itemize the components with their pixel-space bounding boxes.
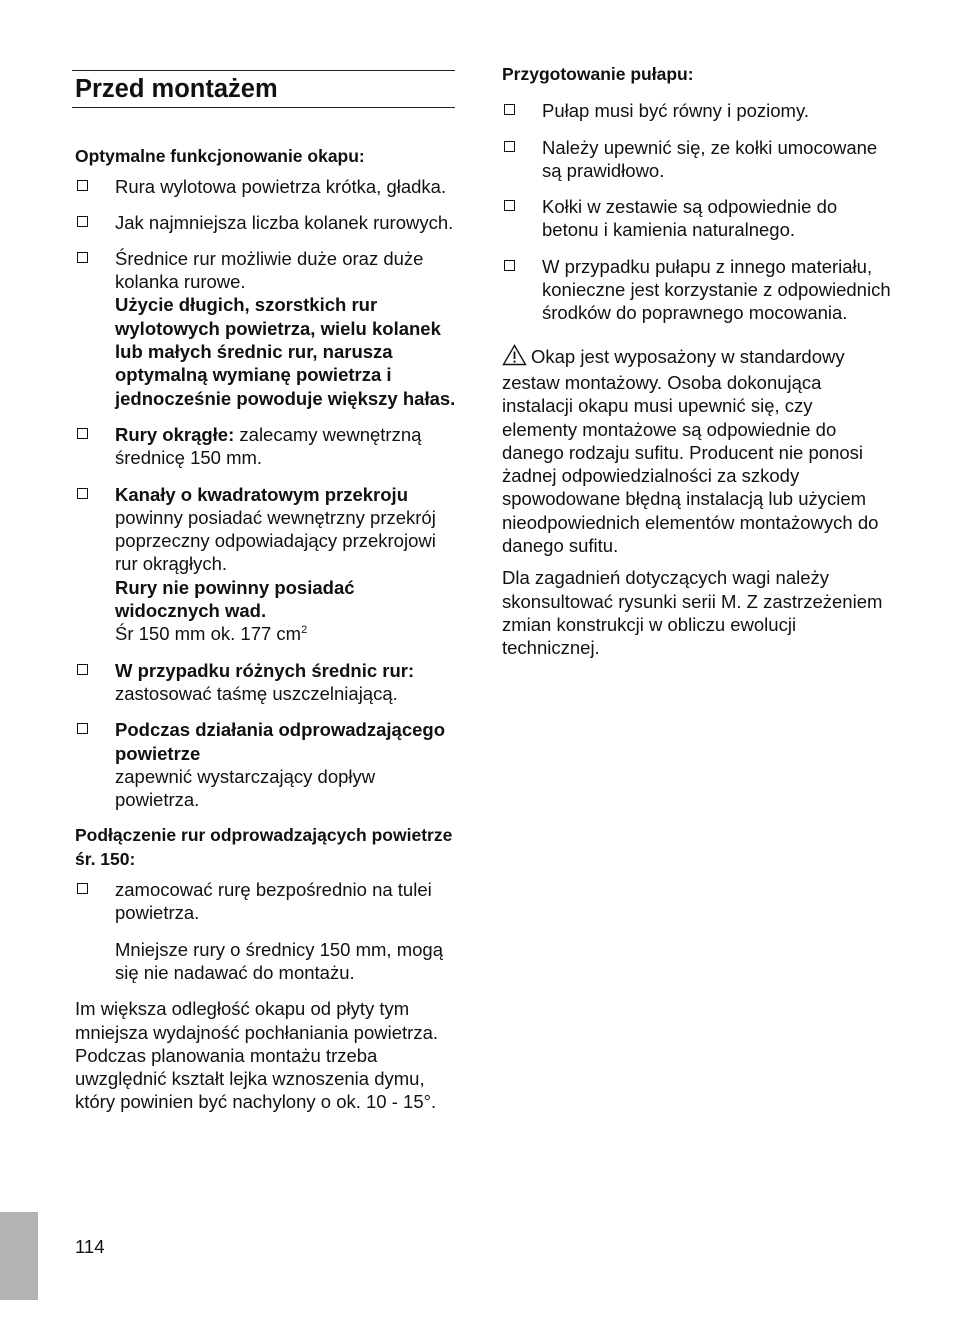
list-item [75,659,460,706]
superscript: 2 [301,624,308,637]
checkbox-bullet-icon [77,428,88,439]
warning-triangle-icon [502,344,527,371]
list-item-text: powinny posiadać wewnętrzny przekrój poprzeczny odpowiadający przekrojowi rur okrągłych. [115,506,436,575]
right-column [502,63,892,660]
list-item [75,483,460,646]
checkbox-bullet-icon [504,104,515,115]
list-item-text: zapewnić wystarczający dopływ powietrza. [115,765,376,811]
list-item [75,247,460,410]
list-item-bold-text: Rury okrągłe: [115,423,235,445]
section-heading-connection: Podłączenie rur odprowadzających powietrze śr. 150: [75,825,453,869]
list-item-text: zastosować taśmę uszczelniającą. [115,682,398,704]
checkbox-bullet-icon [77,252,88,263]
section-heading-optimal: Optymalne funkcjonowanie okapu: [75,146,365,166]
list-item [75,718,460,811]
list-item-text: Pułap musi być równy i poziomy. [542,100,809,122]
section-heading-ceiling: Przygotowanie pułapu: [502,64,694,84]
checkbox-bullet-icon [77,883,88,894]
left-column [75,145,460,1114]
checkbox-bullet-icon [77,180,88,191]
list-item-text: Rura wylotowa powietrza krótka, gładka. [115,176,447,198]
connection-list [75,878,460,925]
page-side-tab [0,1212,38,1300]
list-item-note: Śr 150 mm ok. 177 cm [115,623,302,645]
connection-note: Mniejsze rury o średnicy 150 mm, mogą się nie nadawać do montażu. [115,938,443,983]
list-item-bold-text: W przypadku różnych średnic rur: [115,659,415,681]
list-item-text: Kołki w zestawie są odpowiednie do betonu i kamienia naturalnego. [542,196,838,241]
checkbox-bullet-icon [77,723,88,734]
list-item [502,99,892,122]
checkbox-bullet-icon [77,488,88,499]
list-item-text: Średnice rur możliwie duże oraz duże kolanka rurowe. [115,247,424,293]
list-item [75,175,460,198]
list-item [75,211,460,234]
list-item-bold-text: Kanały o kwadratowym przekroju [115,483,409,505]
distance-paragraph: Im większa odległość okapu od płyty tym mniejsza wydajność pochłaniania powietrza. Podczas planowania montażu trzeba uwzględnić kształt lejka wznoszenia dymu, który powinien być nachylony o ok. 10 - 15°. [75,998,438,1113]
list-item [502,255,892,325]
list-item-text: Jak najmniejsza liczba kolanek rurowych. [115,211,454,233]
ceiling-list [502,99,892,324]
list-item-text: W przypadku pułapu z innego materiału, konieczne jest korzystanie z odpowiednich środków do poprawnego mocowania. [542,255,891,324]
page-number: 114 [75,1236,105,1257]
list-item-text: Należy upewnić się, ze kołki umocowane są prawidłowo. [542,136,878,181]
list-item-text: zamocować rurę bezpośrednio na tulei powietrza. [115,879,432,924]
checkbox-bullet-icon [77,216,88,227]
page-title: Przed montażem [75,75,278,103]
checkbox-bullet-icon [77,664,88,675]
list-item [502,136,892,183]
optimal-list [75,175,460,811]
title-block [72,70,455,108]
weight-paragraph: Dla zagadnień dotyczących wagi należy skonsultować rysunki serii M. Z zastrzeżeniem zmian konstrukcji w obliczu ewolucji technicznej. [502,567,883,659]
warning-paragraph [502,344,892,558]
checkbox-bullet-icon [504,260,515,271]
list-item [502,195,892,242]
list-item-bold-text: Rury nie powinny posiadać widocznych wad. [115,576,355,622]
checkbox-bullet-icon [504,200,515,211]
list-item-warning-text: Użycie długich, szorstkich rur wylotowych powietrza, wielu kolanek lub małych średnic rur, narusza optymalną wymianę powietrza i jednocześnie powoduje większy hałas. [115,294,456,409]
list-item-bold-text: Podczas działania odprowadzającego powietrze [115,719,446,764]
checkbox-bullet-icon [504,141,515,152]
list-item [75,878,460,925]
list-item-text: zalecamy wewnętrzną średnicę 150 mm. [115,423,422,469]
list-item [75,423,460,470]
warning-text: Okap jest wyposażony w standardowy zestaw montażowy. Osoba dokonująca instalacji okapu musi upewnić się, czy elementy montażowe są odpowiednie do danego rodzaju sufitu. Producent nie ponosi żadnej odpowiedzialności za szkody spowodowane błędną instalacją lub użyciem nieodpowiednich elementów montażowych do danego sufitu. [502,345,879,557]
